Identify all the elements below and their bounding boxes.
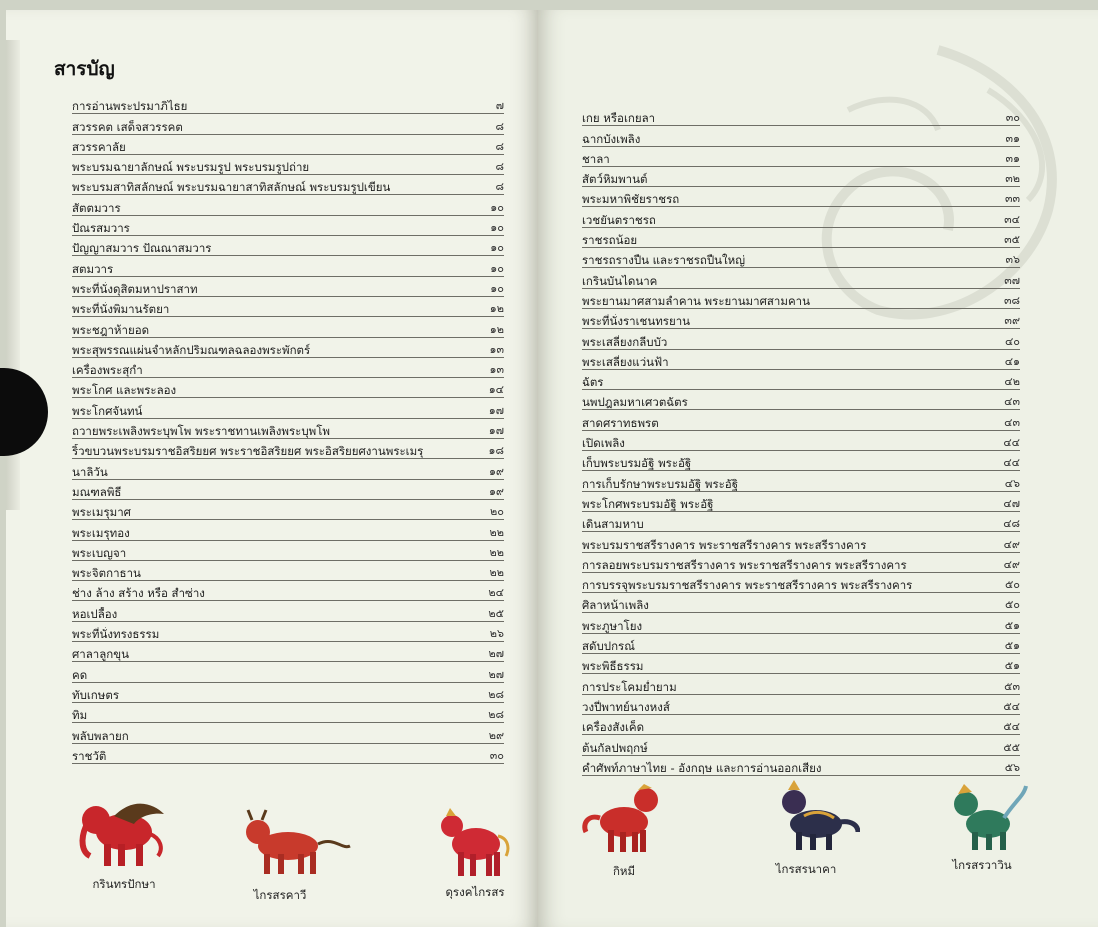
toc-entry-title: เก็บพระบรมอัฐิ พระอัฐิ — [582, 456, 692, 471]
toc-entry-title: พระเสลี่ยงกลีบบัว — [582, 334, 668, 349]
toc-entry-page-number: ๒๔ — [488, 586, 504, 600]
toc-entry-title: พระโกศจันทน์ — [72, 403, 143, 418]
toc-entry — [72, 419, 504, 439]
toc-entry-page-number: ๓๕ — [1004, 233, 1020, 247]
creature-caption: ดุรงคไกรสร — [445, 885, 505, 899]
toc-entry — [72, 114, 504, 134]
toc-entry — [72, 642, 504, 662]
toc-entry — [72, 581, 504, 601]
toc-entry-title: พระเสลี่ยงแว่นฟ้า — [582, 354, 669, 369]
toc-entry — [72, 175, 504, 195]
toc-entry — [72, 378, 504, 398]
toc-entry — [72, 541, 504, 561]
toc-entry — [582, 350, 1020, 370]
toc-entry-page-number: ๒๘ — [488, 687, 504, 701]
page-title: สารบัญ — [54, 58, 115, 80]
elephant-bird-creature-image — [74, 790, 170, 870]
toc-entry-page-number: ๑๐ — [490, 241, 504, 255]
toc-entry-page-number: ๕๐ — [1004, 578, 1020, 592]
toc-entry-page-number: ๒๒ — [489, 566, 504, 580]
toc-entry-page-number: ๑๗ — [488, 424, 504, 438]
toc-entry-title: ราชวัติ — [72, 748, 107, 763]
toc-left-column — [72, 94, 504, 764]
toc-entry — [582, 289, 1020, 309]
toc-entry-title: พระบรมฉายาลักษณ์ พระบรมรูป พระบรมรูปถ่าย — [72, 160, 310, 175]
toc-entry-page-number: ๔๔ — [1003, 456, 1020, 470]
toc-entry-page-number: ๑๒ — [489, 302, 504, 316]
toc-entry-page-number: ๘ — [495, 180, 504, 194]
toc-entry-page-number: ๑๙ — [488, 484, 504, 498]
toc-entry-title: พระมหาพิชัยราชรถ — [582, 192, 680, 207]
toc-entry — [72, 155, 504, 175]
toc-entry-page-number: ๑๓ — [489, 342, 504, 356]
toc-entry — [72, 277, 504, 297]
toc-entry-title: การประโคมย่ำยาม — [582, 679, 677, 694]
toc-entry-title: ต้นกัลปพฤกษ์ — [582, 740, 648, 755]
toc-entry-page-number: ๑๒ — [489, 322, 504, 336]
toc-entry-title: สตมวาร — [72, 261, 114, 276]
toc-entry — [72, 439, 504, 459]
toc-entry-title: พระเบญจา — [72, 545, 127, 560]
toc-entry-title: เวชยันตราชรถ — [582, 212, 656, 227]
toc-entry — [582, 634, 1020, 654]
toc-entry — [582, 654, 1020, 674]
toc-entry-page-number: ๒๒ — [489, 545, 504, 559]
toc-entry — [582, 735, 1020, 755]
toc-entry-page-number: ๒๘ — [488, 708, 504, 722]
toc-entry-page-number: ๔๓ — [1004, 415, 1020, 429]
toc-entry — [582, 451, 1020, 471]
toc-entry-title: พระภูษาโยง — [582, 618, 643, 633]
toc-entry-page-number: ๒๐ — [490, 505, 504, 519]
toc-entry-title: ถวายพระเพลิงพระบุพโพ พระราชทานเพลิงพระบุพโพ — [72, 424, 330, 439]
toc-entry — [72, 358, 504, 378]
toc-entry-title: ศิลาหน้าเพลิง — [582, 598, 649, 613]
toc-entry — [72, 317, 504, 337]
toc-entry — [72, 135, 504, 155]
toc-entry-page-number: ๓๒ — [1005, 172, 1020, 186]
toc-entry — [582, 471, 1020, 491]
toc-entry — [582, 390, 1020, 410]
toc-entry-title: การบรรจุพระบรมราชสรีรางคาร พระราชสรีรางคาร พระสรีรางคาร — [582, 578, 913, 593]
toc-entry — [72, 662, 504, 682]
toc-entry-page-number: ๕๑ — [1004, 618, 1020, 632]
toc-entry-page-number: ๓๔ — [1004, 212, 1020, 226]
creature-caption: ไกรสรนาคา — [775, 862, 837, 876]
toc-entry — [582, 147, 1020, 167]
toc-entry-page-number: ๓๐ — [1005, 111, 1020, 125]
toc-entry — [582, 573, 1020, 593]
toc-entry — [582, 715, 1020, 735]
toc-entry — [72, 236, 504, 256]
toc-entry-title: ศาลาลูกขุน — [72, 647, 129, 662]
toc-entry-page-number: ๑๙ — [488, 464, 504, 478]
toc-entry-title: พระที่นั่งพิมานรัตยา — [72, 302, 170, 317]
toc-entry — [582, 613, 1020, 633]
toc-entry-page-number: ๑๐ — [490, 221, 504, 235]
creature-caption: กิหมี — [612, 864, 636, 878]
toc-entry — [582, 695, 1020, 715]
toc-entry — [582, 512, 1020, 532]
toc-entry-title: ทับเกษตร — [72, 687, 119, 702]
creature-caption: กรินทรปักษา — [92, 877, 156, 891]
lion-naga-creature-image — [774, 780, 860, 854]
toc-entry — [582, 167, 1020, 187]
toc-entry-title: พระยานมาศสามลำคาน พระยานมาศสามคาน — [582, 293, 810, 308]
toc-entry — [72, 520, 504, 540]
toc-entry-page-number: ๔๔ — [1003, 436, 1020, 450]
toc-entry — [582, 228, 1020, 248]
toc-entry — [72, 723, 504, 743]
toc-entry-title: ฉัตร — [582, 375, 604, 390]
creature-caption: ไกรสรคาวี — [253, 888, 307, 902]
toc-entry — [582, 309, 1020, 329]
toc-entry-title: พระสุพรรณแผ่นจำหลักปริมณฑลฉลองพระพักตร์ — [72, 342, 311, 357]
toc-entry — [72, 459, 504, 479]
toc-entry-title: นาลิวัน — [72, 464, 108, 479]
toc-entry-title: วงปี่พาทย์นางหงส์ — [582, 699, 670, 714]
toc-entry — [72, 216, 504, 236]
toc-entry-page-number: ๓๑ — [1005, 151, 1020, 165]
toc-entry-title: การลอยพระบรมราชสรีรางคาร พระราชสรีรางคาร พระสรีรางคาร — [582, 557, 907, 572]
toc-entry-title: พระที่นั่งทรงธรรม — [72, 627, 160, 642]
toc-entry-page-number: ๒๗ — [488, 647, 504, 661]
toc-entry-title: พระชฎาห้ายอด — [72, 322, 150, 337]
toc-entry-title: คำศัพท์ภาษาไทย - อังกฤษ และการอ่านออกเสียง — [582, 760, 822, 775]
toc-entry-page-number: ๕๕ — [1003, 740, 1020, 754]
toc-entry-page-number: ๕๓ — [1004, 679, 1020, 693]
toc-entry-page-number: ๔๒ — [1004, 375, 1020, 389]
toc-entry-page-number: ๑๐ — [490, 200, 504, 214]
toc-entry — [72, 703, 504, 723]
toc-entry-page-number: ๔๑ — [1004, 354, 1020, 368]
toc-entry-page-number: ๓๑ — [1005, 131, 1020, 145]
toc-entry-title: เดินสามหาบ — [582, 517, 644, 532]
toc-entry-title: พระบรมราชสรีรางคาร พระราชสรีรางคาร พระสรีรางคาร — [582, 537, 867, 552]
toc-entry — [72, 500, 504, 520]
toc-entry-page-number: ๔๐ — [1004, 334, 1020, 348]
creature-caption: ไกรสรวาวิน — [952, 858, 1012, 872]
toc-entry-title: สวรรคต เสด็จสวรรคต — [72, 119, 183, 134]
toc-entry-title: พระโกศ และพระลอง — [72, 383, 177, 398]
toc-entry-title: ทิม — [72, 708, 88, 723]
toc-entry-title: การอ่านพระปรมาภิไธย — [72, 99, 188, 114]
toc-entry-page-number: ๔๙ — [1003, 557, 1020, 571]
toc-entry — [582, 248, 1020, 268]
toc-entry-title: ฉากบังเพลิง — [582, 131, 641, 146]
toc-entry-page-number: ๑๐ — [490, 261, 504, 275]
toc-entry-page-number: ๔๖ — [1004, 476, 1020, 490]
toc-entry-title: ราชรถน้อย — [582, 233, 638, 248]
toc-entry-title: พลับพลายก — [72, 728, 129, 743]
toc-entry — [582, 370, 1020, 390]
toc-entry — [582, 532, 1020, 552]
toc-entry-title: พระที่นั่งราเชนทรยาน — [582, 314, 691, 329]
toc-entry-page-number: ๒๕ — [488, 606, 504, 620]
toc-entry-page-number: ๑๔ — [488, 383, 504, 397]
toc-entry — [72, 480, 504, 500]
toc-entry-title: ราชรถรางปืน และราชรถปืนใหญ่ — [582, 253, 746, 268]
toc-entry-title: ปัญญาสมวาร ปัณณาสมวาร — [72, 241, 212, 256]
toc-entry-title: พระที่นั่งดุสิตมหาปราสาท — [72, 281, 198, 296]
toc-entry-page-number: ๓๐ — [489, 748, 504, 762]
toc-entry — [582, 268, 1020, 288]
toc-entry-title: ชาลา — [582, 151, 610, 166]
toc-right-column — [582, 106, 1020, 776]
toc-entry-page-number: ๕๐ — [1004, 598, 1020, 612]
toc-entry — [72, 297, 504, 317]
toc-entry — [582, 187, 1020, 207]
kimi-creature-image — [580, 784, 664, 854]
toc-entry-page-number: ๑๘ — [488, 444, 504, 458]
toc-entry-page-number: ๓๓ — [1004, 192, 1020, 206]
toc-entry — [582, 674, 1020, 694]
toc-entry-page-number: ๓๙ — [1004, 314, 1020, 328]
toc-entry-page-number: ๕๖ — [1004, 760, 1020, 774]
toc-entry-page-number: ๓๖ — [1005, 253, 1020, 267]
toc-entry-page-number: ๕๑ — [1004, 659, 1020, 673]
toc-entry — [72, 601, 504, 621]
toc-entry-title: สัตตมวาร — [72, 200, 121, 215]
toc-entry-title: ริ้วขบวนพระบรมราชอิสริยยศ พระราชอิสริยยศ พระอิสริยยศงานพระเมรุ — [72, 444, 424, 459]
toc-entry-page-number: ๑๐ — [490, 281, 504, 295]
toc-entry-title: พระบรมสาทิสลักษณ์ พระบรมฉายาสาทิสลักษณ์ พระบรมรูปเขียน — [72, 180, 391, 195]
toc-entry-page-number: ๘ — [495, 119, 504, 133]
toc-entry-page-number: ๓๗ — [1004, 273, 1020, 287]
toc-entry-page-number: ๕๑ — [1004, 639, 1020, 653]
toc-entry — [582, 207, 1020, 227]
toc-entry-title: พระเมรุทอง — [72, 525, 130, 540]
toc-entry-page-number: ๒๒ — [489, 525, 504, 539]
toc-entry — [582, 593, 1020, 613]
toc-entry — [582, 410, 1020, 430]
toc-entry — [582, 756, 1020, 776]
toc-entry — [72, 561, 504, 581]
toc-entry — [582, 492, 1020, 512]
toc-entry-title: สวรรคาลัย — [72, 139, 126, 154]
toc-entry — [72, 338, 504, 358]
toc-entry-title: เครื่องพระสุกำ — [72, 363, 143, 378]
toc-entry-title: พระโกศพระบรมอัฐิ พระอัฐิ — [582, 496, 714, 511]
toc-entry — [72, 94, 504, 114]
toc-entry-page-number: ๔๘ — [1003, 517, 1020, 531]
toc-entry — [582, 106, 1020, 126]
toc-entry — [582, 431, 1020, 451]
toc-entry-title: ปัณรสมวาร — [72, 221, 130, 236]
toc-entry — [72, 744, 504, 764]
toc-entry-title: เกรินบันไดนาค — [582, 273, 658, 288]
toc-entry-title: เปิดเพลิง — [582, 436, 625, 451]
toc-entry — [582, 126, 1020, 146]
toc-entry-page-number: ๒๙ — [488, 728, 504, 742]
lion-horse-creature-image — [948, 782, 1028, 854]
toc-entry-title: พระพิธีธรรม — [582, 659, 644, 674]
toc-entry-title: มณฑลพิธี — [72, 484, 122, 499]
toc-entry-page-number: ๔๗ — [1003, 496, 1020, 510]
toc-entry-title: คด — [72, 667, 88, 682]
toc-entry-title: เครื่องสังเค็ด — [582, 720, 645, 735]
toc-entry-page-number: ๑๗ — [488, 403, 504, 417]
toc-entry-page-number: ๕๔ — [1003, 699, 1020, 713]
toc-entry-page-number: ๘ — [495, 139, 504, 153]
toc-entry-title: พระจิตกาธาน — [72, 566, 141, 581]
toc-entry-page-number: ๒๗ — [488, 667, 504, 681]
toc-entry-page-number: ๘ — [495, 160, 504, 174]
toc-entry-title: พระเมรุมาศ — [72, 505, 131, 520]
toc-entry-page-number: ๓๘ — [1003, 293, 1020, 307]
toc-entry-page-number: ๒๖ — [489, 627, 504, 641]
toc-entry — [72, 195, 504, 215]
horse-lion-creature-image — [436, 808, 512, 880]
toc-entry — [72, 398, 504, 418]
toc-entry-title: สัตว์หิมพานต์ — [582, 172, 648, 187]
toc-entry-page-number: ๔๓ — [1004, 395, 1020, 409]
toc-entry-title: เกย หรือเกยลา — [582, 111, 656, 126]
toc-entry-page-number: ๑๓ — [489, 363, 504, 377]
toc-entry-title: การเก็บรักษาพระบรมอัฐิ พระอัฐิ — [582, 476, 739, 491]
lion-ox-creature-image — [242, 806, 354, 878]
toc-entry-title: ช่าง ล้าง สร้าง หรือ สำซ่าง — [72, 586, 205, 601]
toc-entry-title: นพปฎลมหาเศวตฉัตร — [582, 395, 688, 410]
toc-entry-title: สาดศราทธพรต — [582, 415, 659, 430]
toc-entry — [72, 256, 504, 276]
toc-entry-page-number: ๔๙ — [1003, 537, 1020, 551]
toc-entry-title: สดับปกรณ์ — [582, 639, 635, 654]
toc-entry — [72, 622, 504, 642]
toc-entry — [582, 329, 1020, 349]
toc-entry-page-number: ๗ — [495, 99, 504, 113]
toc-entry-title: หอเปลื้อง — [72, 606, 118, 621]
toc-entry-page-number: ๕๔ — [1003, 720, 1020, 734]
toc-entry — [72, 683, 504, 703]
toc-entry — [582, 553, 1020, 573]
